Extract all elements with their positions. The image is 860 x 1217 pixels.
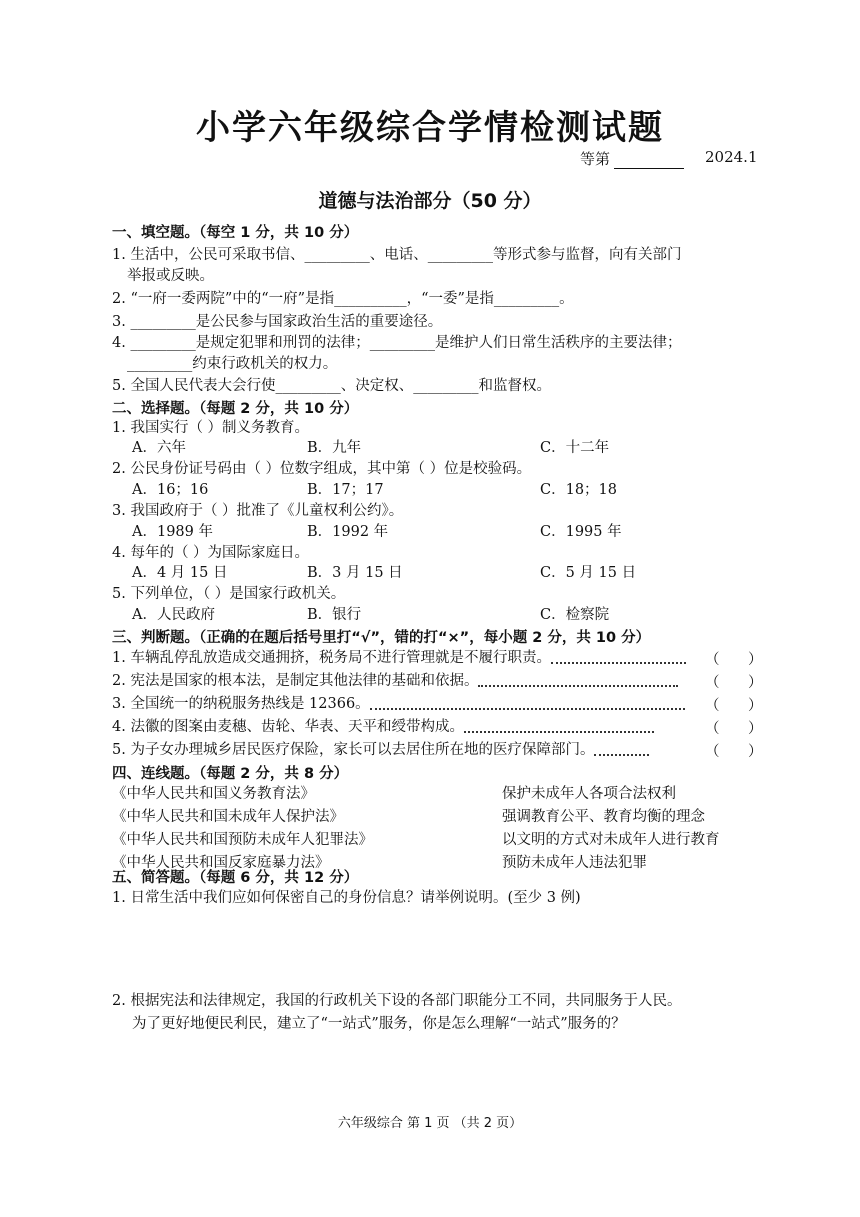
short-q1: 1. 日常生活中我们应如何保密自己的身份信息？请举例说明。(至少 3 例)	[112, 890, 581, 906]
match-right-1: 保护未成年人各项合法权利	[502, 786, 676, 802]
part4-header: 四、连线题。（每题 2 分，共 8 分）	[112, 766, 349, 782]
choice-q2-option-a: A．16；16	[132, 482, 209, 498]
page-title: 小学六年级综合学情检测试题	[196, 108, 664, 148]
part5-header: 五、简答题。（每题 6 分，共 12 分）	[112, 870, 359, 886]
choice-q3-stem: 3. 我国政府于（ ）批准了《儿童权利公约》。	[112, 503, 404, 519]
judge-q4	[112, 717, 654, 738]
leader-dots	[370, 698, 685, 710]
part2-header: 二、选择题。（每题 2 分，共 10 分）	[112, 401, 359, 417]
part1-header: 一、填空题。（每空 1 分，共 10 分）	[112, 225, 359, 241]
leader-dots	[551, 652, 686, 664]
short-q2-line1: 2. 根据宪法和法律规定，我国的行政机关下设的各部门职能分工不同，共同服务于人民。	[112, 993, 682, 1009]
fill-q1-line1: 1. 生活中，公民可采取书信、_________、电话、_________等形式参与监督，向有关部门	[112, 247, 682, 263]
judge-q3-open: （	[705, 698, 720, 714]
judge-q2-open: （	[705, 675, 720, 691]
choice-q1-option-a: A．六年	[132, 440, 186, 456]
leader-dots	[464, 721, 654, 733]
judge-q5-close: ）	[748, 744, 763, 760]
judge-q1-text: 1. 车辆乱停乱放造成交通拥挤，税务局不进行管理就是不履行职责。	[112, 650, 551, 666]
judge-q3	[112, 694, 685, 715]
choice-q4-stem: 4. 每年的（ ）为国际家庭日。	[112, 545, 310, 561]
choice-q2-stem: 2. 公民身份证号码由（ ）位数字组成，其中第（ ）位是校验码。	[112, 461, 532, 477]
judge-q3-close: ）	[748, 698, 763, 714]
choice-q1-stem: 1. 我国实行（ ）制义务教育。	[112, 420, 310, 436]
short-q2-line2: 为了更好地便民利民，建立了“一站式”服务，你是怎么理解“一站式”服务的？	[132, 1016, 626, 1032]
judge-q2-text: 2. 宪法是国家的根本法，是制定其他法律的基础和依据。	[112, 673, 479, 689]
choice-q5-stem: 5. 下列单位，（ ）是国家行政机关。	[112, 586, 346, 602]
judge-q1	[112, 648, 686, 669]
choice-q5-option-b: B．银行	[307, 607, 362, 623]
judge-q5-open: （	[705, 744, 720, 760]
choice-q2-option-c: C．18；18	[540, 482, 617, 498]
fill-q5: 5. 全国人民代表大会行使_________、决定权、_________和监督权。	[112, 378, 551, 394]
judge-q4-open: （	[705, 721, 720, 737]
choice-q4-option-a: A．4 月 15 日	[132, 565, 228, 581]
section-title: 道德与法治部分（50 分）	[318, 190, 542, 212]
match-left-1: 《中华人民共和国义务教育法》	[112, 786, 315, 802]
judge-q4-close: ）	[748, 721, 763, 737]
leader-dots	[594, 744, 649, 756]
judge-q3-text: 3. 全国统一的纳税服务热线是 12366。	[112, 696, 370, 712]
choice-q1-option-c: C．十二年	[540, 440, 610, 456]
match-left-2: 《中华人民共和国未成年人保护法》	[112, 809, 344, 825]
judge-q1-open: （	[705, 652, 720, 668]
match-left-3: 《中华人民共和国预防未成年人犯罪法》	[112, 832, 373, 848]
part3-header: 三、判断题。（正确的在题后括号里打“√”，错的打“×”，每小题 2 分，共 10 分）	[112, 630, 651, 646]
judge-q1-close: ）	[748, 652, 763, 668]
judge-q2	[112, 671, 678, 692]
judge-q2-close: ）	[748, 675, 763, 691]
fill-q4-line1: 4. _________是规定犯罪和刑罚的法律；_________是维护人们日常生活秩序的主要法律；	[112, 335, 682, 351]
fill-q2: 2. “一府一委两院”中的“一府”是指__________，“一委”是指_________。	[112, 291, 574, 307]
match-right-3: 以文明的方式对未成年人进行教育	[502, 832, 720, 848]
judge-q5-text: 5. 为子女办理城乡居民医疗保险，家长可以去居住所在地的医疗保障部门。	[112, 742, 595, 758]
choice-q3-option-b: B．1992 年	[307, 524, 389, 540]
grade-label: 等第	[580, 150, 611, 168]
match-left-4: 《中华人民共和国反家庭暴力法》	[112, 855, 330, 871]
choice-q5-option-c: C．检察院	[540, 607, 610, 623]
choice-q1-option-b: B．九年	[307, 440, 362, 456]
exam-date: 2024.1	[705, 148, 758, 166]
choice-q4-option-b: B．3 月 15 日	[307, 565, 403, 581]
leader-dots	[478, 675, 678, 687]
grade-field	[580, 148, 688, 169]
choice-q3-option-c: C．1995 年	[540, 524, 622, 540]
grade-blank[interactable]	[614, 154, 684, 169]
choice-q5-option-a: A．人民政府	[132, 607, 215, 623]
fill-q3: 3. _________是公民参与国家政治生活的重要途径。	[112, 314, 443, 330]
fill-q1-line2: 举报或反映。	[127, 268, 214, 284]
match-right-4: 预防未成年人违法犯罪	[502, 855, 647, 871]
choice-q2-option-b: B．17；17	[307, 482, 384, 498]
judge-q4-text: 4. 法徽的图案由麦穗、齿轮、华表、天平和绶带构成。	[112, 719, 464, 735]
choice-q4-option-c: C．5 月 15 日	[540, 565, 637, 581]
judge-q5	[112, 740, 649, 761]
match-right-2: 强调教育公平、教育均衡的理念	[502, 809, 705, 825]
page-footer: 六年级综合 第 1 页 （共 2 页）	[337, 1116, 523, 1131]
choice-q3-option-a: A．1989 年	[132, 524, 213, 540]
fill-q4-line2: _________约束行政机关的权力。	[127, 356, 338, 372]
